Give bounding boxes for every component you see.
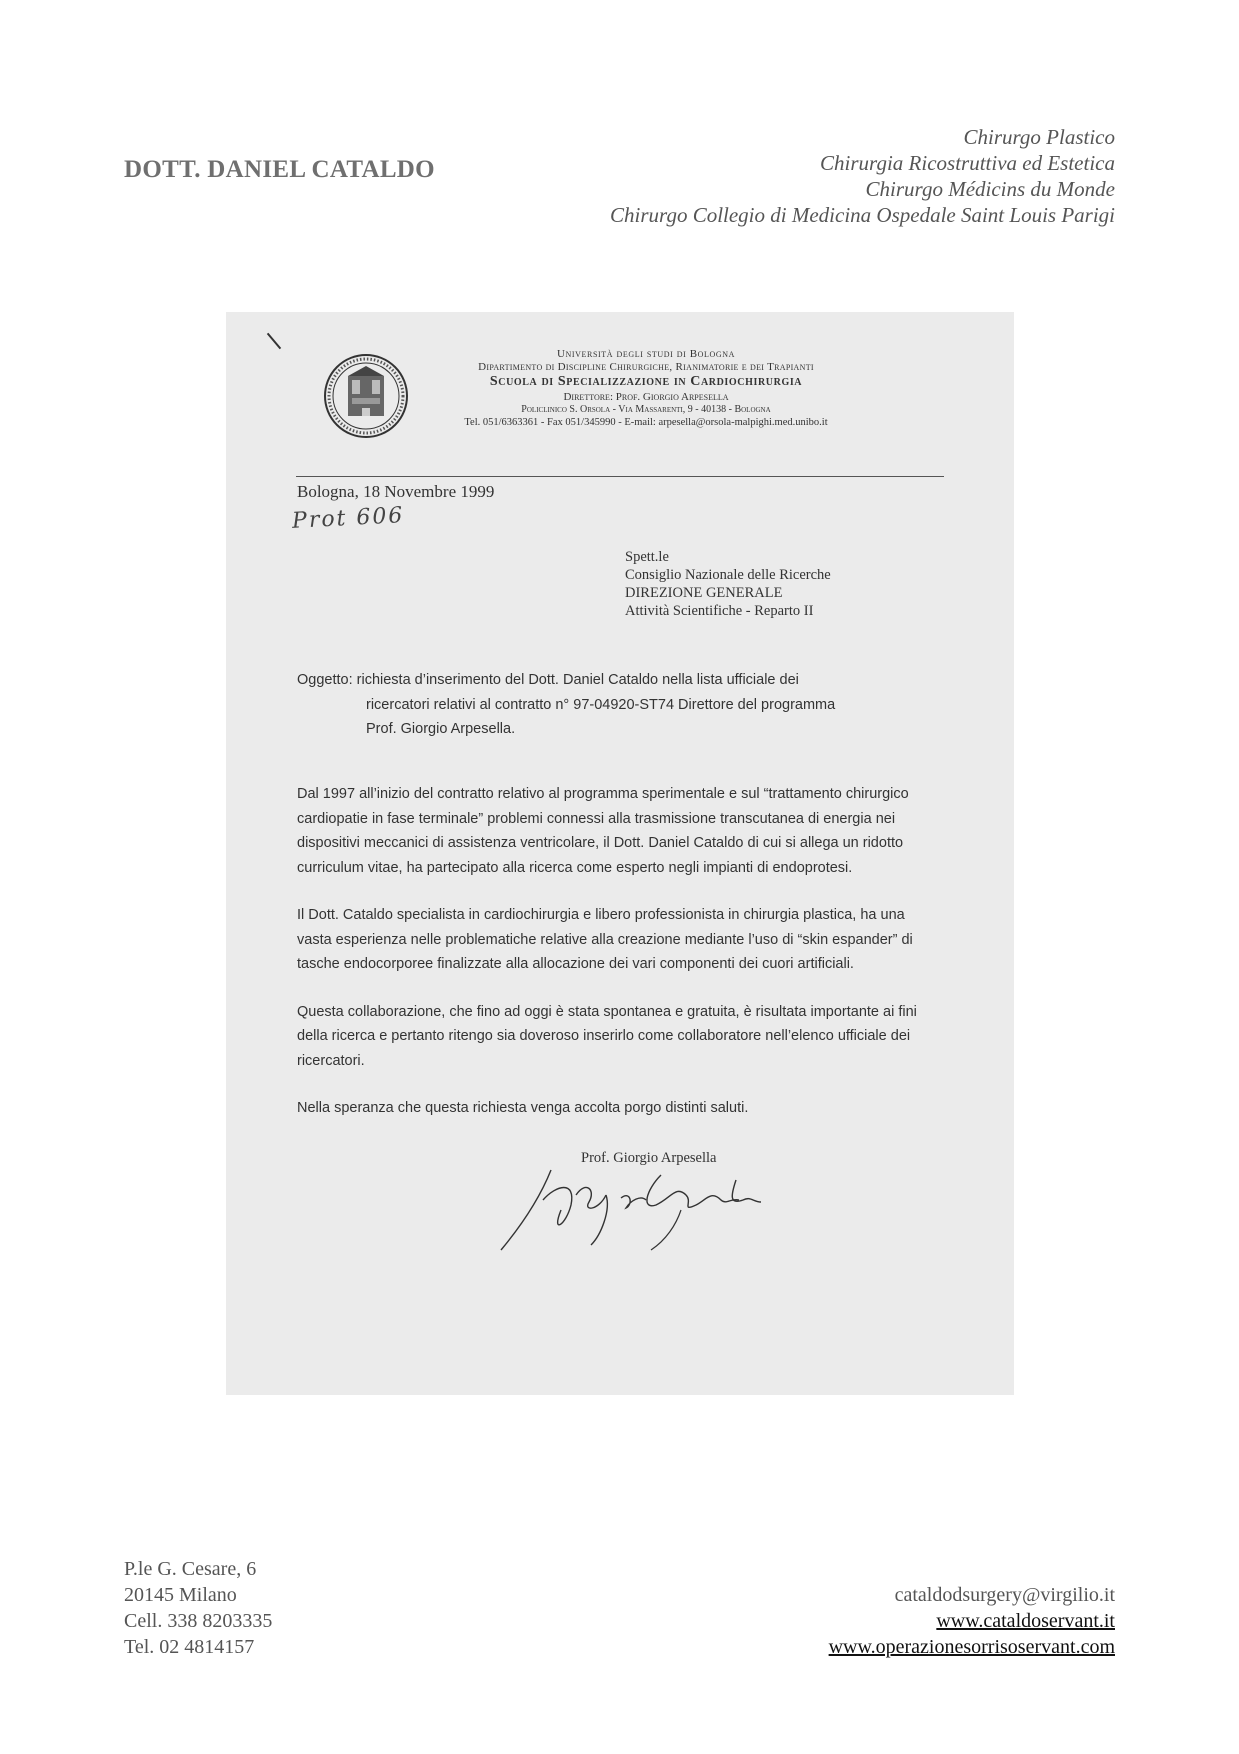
- subject-block: [297, 668, 857, 742]
- director-line: Direttore: Prof. Giorgio Arpesella: [563, 391, 729, 403]
- address-line: P.le G. Cesare, 6: [124, 1558, 257, 1580]
- university-header: [416, 348, 876, 428]
- addressee-line: Spett.le: [625, 549, 669, 565]
- letter-date: Bologna, 18 Novembre 1999: [297, 482, 495, 501]
- website-link[interactable]: www.operazionesorrisoservant.com: [828, 1636, 1115, 1658]
- body-paragraph: Dal 1997 all’inizio del contratto relativo al programma sperimentale e sul “trattamento chirurgico cardiopatie in fase terminale” problemi connessi alla trasmissione transcutanea di energia nei dispositivi meccanici di assistenza ventricolare, il Dott. Daniel Cataldo di cui si allega un ridotto curriculum vitae, ha partecipato alla ricerca come esperto negli impianti di endoprotesi.: [297, 786, 909, 876]
- addressee-block: [625, 548, 831, 620]
- email-address: cataldodsurgery@virgilio.it: [894, 1584, 1115, 1606]
- title-line: Chirurgo Médicins du Monde: [865, 177, 1115, 201]
- body-paragraph: Nella speranza che questa richiesta venga accolta porgo distinti saluti.: [297, 1100, 749, 1116]
- title-line: Chirurgo Plastico: [963, 125, 1115, 149]
- subject-line: Prof. Giorgio Arpesella.: [366, 721, 516, 737]
- department-name: Dipartimento di Discipline Chirurgiche, Rianimatorie e dei Trapianti: [478, 361, 814, 373]
- phone-line: Cell. 338 8203335: [124, 1610, 273, 1632]
- subject-line: ricercatori relativi al contratto n° 97-04920-ST74 Direttore del programma: [366, 696, 836, 713]
- header-divider: [296, 476, 944, 477]
- university-name: Università degli studi di Bologna: [556, 348, 736, 360]
- letterhead-titles: [415, 124, 1115, 228]
- letterhead-name: DOTT. DANIEL CATALDO: [124, 156, 435, 183]
- subject-label: Oggetto:: [297, 672, 353, 688]
- school-name: Scuola di Specializzazione in Cardiochirurgia: [489, 374, 803, 389]
- phone-line: Tel. 02 4814157: [124, 1636, 255, 1658]
- footer-contacts: [615, 1582, 1115, 1660]
- title-line: Chirurgia Ricostruttiva ed Estetica: [820, 151, 1115, 175]
- website-link[interactable]: www.cataldoservant.it: [936, 1610, 1115, 1632]
- body-paragraph: Il Dott. Cataldo specialista in cardiochirurgia e libero professionista in chirurgia plastica, ha una vasta esperienza nelle problematiche relative alla creazione mediante l’uso di “skin espander” di tasche endocorporee finalizzate alla allocazione dei vari componenti dei cuori artificiali.: [297, 907, 913, 972]
- addressee-line: Consiglio Nazionale delle Ricerche: [625, 567, 831, 583]
- handwritten-protocol: Prot 606: [291, 503, 405, 534]
- address-line: 20145 Milano: [124, 1584, 237, 1606]
- scanned-letter: [226, 312, 1014, 1395]
- title-line: Chirurgo Collegio di Medicina Ospedale Saint Louis Parigi: [610, 203, 1115, 227]
- addressee-line: Attività Scientifiche - Reparto II: [625, 603, 814, 619]
- footer-address: [124, 1556, 272, 1660]
- address-line: Policlinico S. Orsola - Via Massarenti, 9 - 40138 - Bologna: [521, 404, 771, 415]
- handwritten-signature: [481, 1150, 771, 1260]
- signer-name: Prof. Giorgio Arpesella: [581, 1150, 717, 1166]
- contacts-line: Tel. 051/6363361 - Fax 051/345990 - E-mail: arpesella@orsola-malpighi.med.unibo.it: [464, 417, 828, 428]
- subject-line: richiesta d’inserimento del Dott. Daniel Cataldo nella lista ufficiale dei: [356, 672, 799, 688]
- letter-body: [297, 782, 932, 1144]
- pen-mark: [267, 333, 281, 350]
- university-seal-icon: [322, 352, 410, 440]
- addressee-line: DIREZIONE GENERALE: [625, 585, 783, 601]
- body-paragraph: Questa collaborazione, che fino ad oggi è stata spontanea e gratuita, è risultata importante ai fini della ricerca e pertanto ritengo sia doveroso inserirlo come collaboratore nell’elenco ufficiale dei ricercatori.: [297, 1003, 917, 1069]
